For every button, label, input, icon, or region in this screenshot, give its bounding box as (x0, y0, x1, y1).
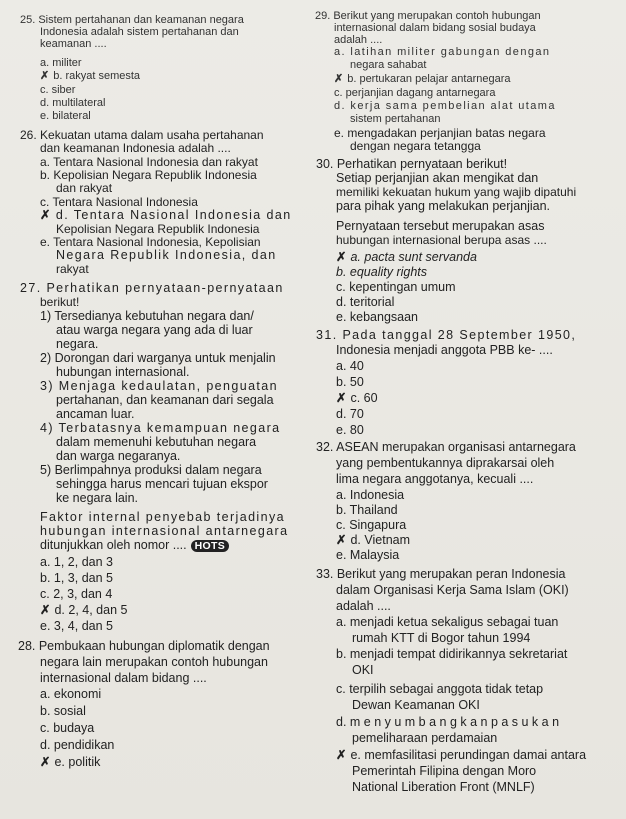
q26-option-b-2: dan rakyat (56, 181, 113, 195)
q27-statement-5a: 5) Berlimpahnya produksi dalam negara (40, 463, 262, 477)
q27-factor-1: Faktor internal penyebab terjadinya (40, 510, 285, 524)
q31-stem-2: Indonesia menjadi anggota PBB ke- .... (336, 343, 553, 357)
q27-statement-1c: negara. (56, 337, 99, 351)
q27-statement-4c: dan warga negaranya. (56, 449, 181, 463)
q33-option-d-1: d. m e n y u m b a n g k a n p a s u k a n (336, 715, 560, 729)
q26-option-e-1: e. Tentara Nasional Indonesia, Kepolisian (40, 235, 261, 249)
q26-option-d-1: ✗ d. Tentara Nasional Indonesia dan (40, 208, 292, 222)
q31-option-e: e. 80 (336, 423, 364, 437)
q29-option-b: ✗ b. pertukaran pelajar antarnegara (334, 73, 511, 85)
q28-stem-3: internasional dalam bidang .... (40, 671, 207, 685)
q30-option-a: ✗ a. pacta sunt servanda (336, 250, 477, 264)
q27-statement-3c: ancaman luar. (56, 407, 135, 421)
q27-statement-5c: ke negara lain. (56, 491, 139, 505)
q30-stem-3: memiliki kekuatan hukum yang wajib dipatuhi (336, 185, 577, 199)
q30-option-c: c. kepentingan umum (336, 280, 456, 294)
q27-statement-4b: dalam memenuhi kebutuhan negara (56, 435, 257, 449)
q33-option-c-2: Dewan Keamanan OKI (352, 698, 480, 712)
q25-option-e: e. bilateral (40, 110, 91, 122)
q33-option-a-2: rumah KTT di Bogor tahun 1994 (352, 631, 531, 645)
q27-answer-mark: ✗ (40, 603, 51, 617)
q26-answer-mark: ✗ (40, 208, 52, 222)
q25-stem-2: Indonesia adalah sistem pertahanan dan (40, 26, 239, 38)
q32-option-e: e. Malaysia (336, 548, 400, 562)
q28-stem-1: 28. Pembukaan hubungan diplomatik dengan (18, 639, 270, 653)
q30-option-e: e. kebangsaan (336, 310, 419, 324)
q27-statement-3b: pertahanan, dan keamanan dari segala (56, 393, 274, 407)
q28-option-a: a. ekonomi (40, 687, 102, 701)
q32-stem-2: yang pembentukannya diprakarsai oleh (336, 456, 555, 470)
q25-option-d: d. multilateral (40, 97, 106, 109)
q32-option-c: c. Singapura (336, 518, 407, 532)
q25-option-a: a. militer (40, 57, 82, 69)
q27-factor-2: hubungan internasional antarnegara (40, 524, 289, 538)
q30-answer-mark: ✗ (336, 250, 347, 264)
q33-option-e-1: ✗ e. memfasilitasi perundingan damai antara (336, 748, 587, 762)
q31-option-b: b. 50 (336, 375, 364, 389)
q28-stem-2: negara lain merupakan contoh hubungan (40, 655, 268, 669)
q27-option-b: b. 1, 3, dan 5 (40, 571, 113, 585)
q25-stem-3: keamanan .... (40, 38, 107, 50)
q29-option-d-1: d. kerja sama pembelian alat utama (334, 100, 556, 112)
q26-option-e-3: rakyat (56, 262, 89, 276)
q29-option-c: c. perjanjian dagang antarnegara (334, 87, 496, 99)
q32-answer-mark: ✗ (336, 533, 347, 547)
q28-option-b: b. sosial (40, 704, 86, 718)
q31-stem-1: 31. Pada tanggal 28 September 1950, (316, 328, 577, 342)
q33-option-b-1: b. menjadi tempat didirikannya sekretariat (336, 647, 568, 661)
q32-stem-3: lima negara anggotanya, kecuali .... (336, 472, 534, 486)
q27-option-d: ✗ d. 2, 4, dan 5 (40, 603, 128, 617)
q26-option-a: a. Tentara Nasional Indonesia dan rakyat (40, 155, 258, 169)
q26-stem-1: 26. Kekuatan utama dalam usaha pertahanan (20, 128, 264, 142)
q27-statement-4a: 4) Terbatasnya kemampuan negara (40, 421, 281, 435)
q25-option-b: ✗ b. rakyat semesta (40, 70, 141, 82)
q27-statement-5b: sehingga harus mencari tujuan ekspor (56, 477, 268, 491)
q31-option-d: d. 70 (336, 407, 364, 421)
q33-stem-2: dalam Organisasi Kerja Sama Islam (OKI) (336, 583, 569, 597)
q26-option-d-2: Kepolisian Negara Republik Indonesia (56, 222, 260, 236)
q28-answer-mark: ✗ (40, 755, 51, 769)
q27-statement-2b: hubungan internasional. (56, 365, 190, 379)
q27-option-a: a. 1, 2, dan 3 (40, 555, 113, 569)
q25-answer-mark: ✗ (40, 70, 50, 82)
q31-option-c: ✗ c. 60 (336, 391, 378, 405)
q30-stem-5: Pernyataan tersebut merupakan asas (336, 219, 545, 233)
q29-stem-1: 29. Berikut yang merupakan contoh hubungan (315, 10, 541, 22)
q26-option-c: c. Tentara Nasional Indonesia (40, 195, 198, 209)
q33-option-e-2: Pemerintah Filipina dengan Moro (352, 764, 537, 778)
q27-statement-1b: atau warga negara yang ada di luar (56, 323, 253, 337)
q29-stem-3: adalah .... (334, 34, 383, 46)
q27-option-c: c. 2, 3, dan 4 (40, 587, 113, 601)
q25-option-c: c. siber (40, 84, 76, 96)
hots-badge: HOTS (191, 540, 229, 552)
q26-option-e-2: Negara Republik Indonesia, dan (56, 248, 277, 262)
q31-answer-mark: ✗ (336, 391, 347, 405)
q30-stem-6: hubungan internasional berupa asas .... (336, 233, 547, 247)
q29-option-a-1: a. latihan militer gabungan dengan (334, 46, 551, 58)
q33-option-b-2: OKI (352, 663, 374, 677)
q30-stem-4: para pihak yang melakukan perjanjian. (336, 199, 551, 213)
q29-option-a-2: negara sahabat (350, 59, 427, 71)
q32-option-a: a. Indonesia (336, 488, 405, 502)
q27-stem-1: 27. Perhatikan pernyataan-pernyataan (20, 281, 284, 295)
q28-option-d: d. pendidikan (40, 738, 115, 752)
q29-stem-2: internasional dalam bidang sosial budaya (334, 22, 536, 34)
q27-statement-3a: 3) Menjaga kedaulatan, penguatan (40, 379, 279, 393)
q30-option-d: d. teritorial (336, 295, 395, 309)
q33-stem-1: 33. Berikut yang merupakan peran Indonesia (316, 567, 566, 581)
q33-option-d-2: pemeliharaan perdamaian (352, 731, 498, 745)
q33-option-e-3: National Liberation Front (MNLF) (352, 780, 535, 794)
q27-statement-1a: 1) Tersedianya kebutuhan negara dan/ (40, 309, 254, 323)
q29-option-e-2: dengan negara tetangga (350, 139, 481, 153)
q28-option-e: ✗ e. politik (40, 755, 101, 769)
q28-option-c: c. budaya (40, 721, 95, 735)
q29-option-e-1: e. mengadakan perjanjian batas negara (334, 126, 546, 140)
q30-stem-1: 30. Perhatikan pernyataan berikut! (316, 157, 508, 171)
q25-stem-1: 25. Sistem pertahanan dan keamanan negara (20, 14, 244, 26)
q33-stem-3: adalah .... (336, 599, 391, 613)
q30-option-b: b. equality rights (336, 265, 428, 279)
q30-stem-2: Setiap perjanjian akan mengikat dan (336, 171, 539, 185)
q29-option-d-2: sistem pertahanan (350, 113, 441, 125)
q27-statement-2a: 2) Dorongan dari warganya untuk menjalin (40, 351, 276, 365)
q33-option-c-1: c. terpilih sebagai anggota tidak tetap (336, 682, 544, 696)
q26-stem-2: dan keamanan Indonesia adalah .... (40, 141, 231, 155)
q32-stem-1: 32. ASEAN merupakan organisasi antarnegara (316, 440, 576, 454)
q29-answer-mark: ✗ (334, 73, 344, 85)
q33-option-a-1: a. menjadi ketua sekaligus sebagai tuan (336, 615, 559, 629)
q27-factor-3: ditunjukkan oleh nomor .... HOTS (40, 538, 229, 553)
q32-option-d: ✗ d. Vietnam (336, 533, 411, 547)
q26-option-b-1: b. Kepolisian Negara Republik Indonesia (40, 168, 257, 182)
q27-option-e: e. 3, 4, dan 5 (40, 619, 113, 633)
q31-option-a: a. 40 (336, 359, 364, 373)
q32-option-b: b. Thailand (336, 503, 398, 517)
q27-stem-2: berikut! (40, 295, 80, 309)
q33-answer-mark: ✗ (336, 748, 347, 762)
